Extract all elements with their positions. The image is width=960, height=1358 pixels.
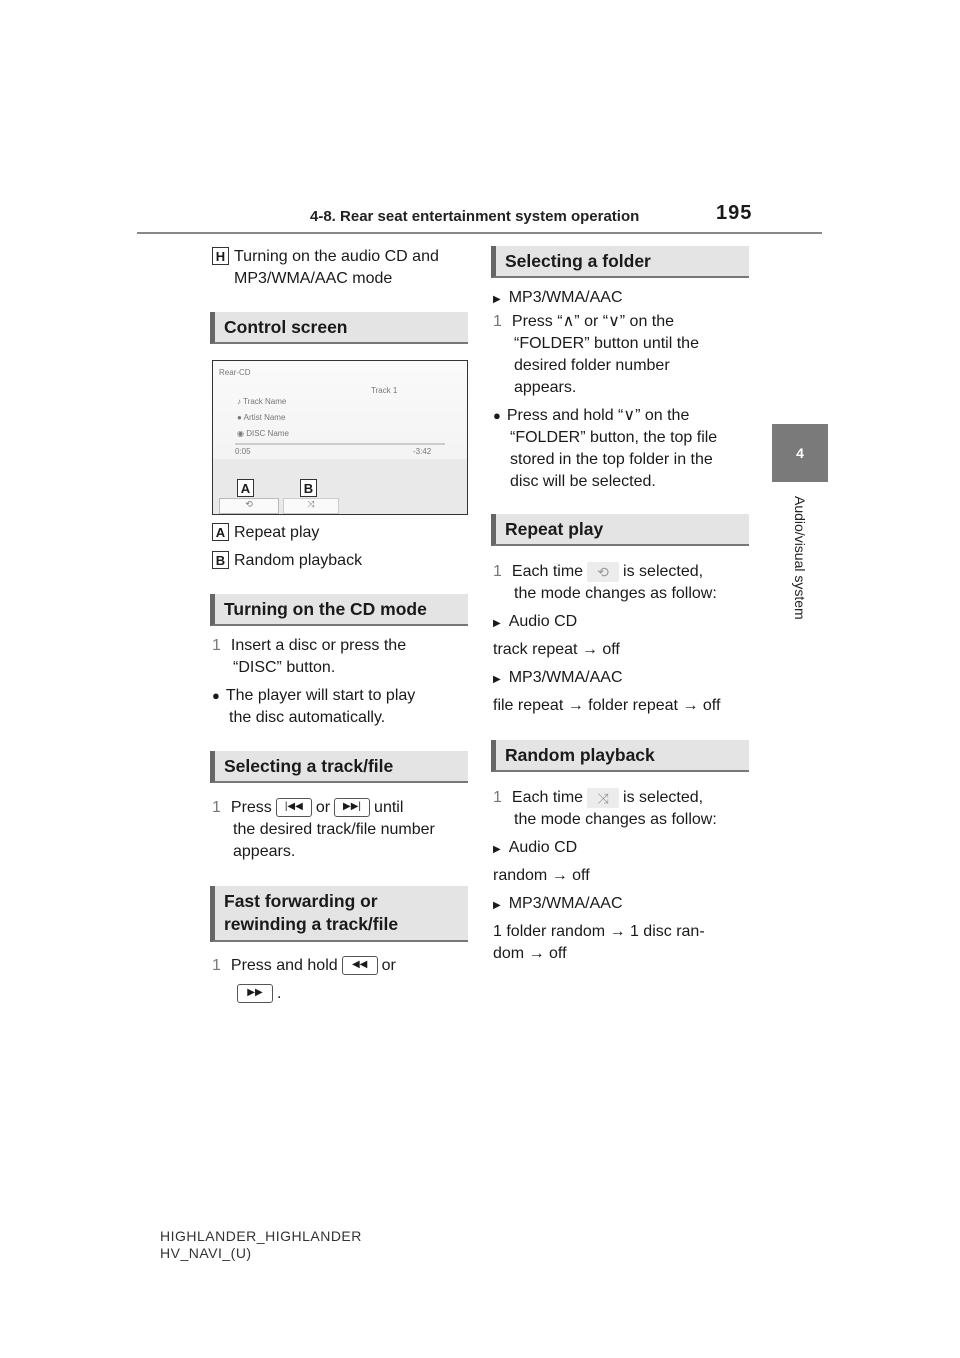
callout-b-legend: B <box>212 551 229 569</box>
section-heading-track-file: Selecting a track/file <box>210 751 468 783</box>
shuffle-icon[interactable]: ⤨ <box>283 498 339 514</box>
triangle-bullet-icon: ▶ <box>493 844 501 855</box>
previous-track-button[interactable]: |◀◀ <box>276 798 312 817</box>
section-heading-control-screen: Control screen <box>210 312 468 344</box>
bullet-icon: ● <box>212 688 220 703</box>
header-divider <box>137 232 822 234</box>
bullet-icon: ● <box>493 408 501 423</box>
footer-model: HIGHLANDER_HIGHLANDER HV_NAVI_(U) <box>160 1228 362 1261</box>
rewind-button[interactable]: ◀◀ <box>342 956 378 975</box>
track-file-step: 1 Press |◀◀ or ▶▶| until the desired track/file number appears. <box>212 799 435 860</box>
folder-sub: ▶ MP3/WMA/AAC <box>493 289 623 306</box>
screen-track: Track 1 <box>371 386 398 395</box>
repeat-icon[interactable]: ⟲ <box>587 562 619 582</box>
screen-artist-name: ● Artist Name <box>237 413 286 422</box>
random-sub2: ▶ MP3/WMA/AAC <box>493 895 623 912</box>
random-step: 1 Each time ⤨ is selected, the mode changes as follow: <box>493 789 717 828</box>
random-seq2: 1 folder random → 1 disc ran- dom → off <box>493 923 705 962</box>
repeat-seq1: track repeat → off <box>493 641 620 658</box>
triangle-bullet-icon: ▶ <box>493 674 501 685</box>
folder-bullet: ● Press and hold “∨” on the “FOLDER” button, the top file stored in the top folder in the disc will be selected. <box>493 407 718 490</box>
triangle-bullet-icon: ▶ <box>493 900 501 911</box>
person-icon: ● <box>237 413 242 422</box>
item-h-text: Turning on the audio CD and MP3/WMA/AAC mode <box>234 248 439 287</box>
music-note-icon: ♪ <box>237 397 241 406</box>
cd-mode-step: 1 Insert a disc or press the “DISC” button. <box>212 637 407 676</box>
repeat-sub2: ▶ MP3/WMA/AAC <box>493 669 623 686</box>
legend-a-text: Repeat play <box>234 524 320 541</box>
repeat-sub1: ▶ Audio CD <box>493 613 578 630</box>
chapter-title: 4-8. Rear seat entertainment system operation <box>310 208 640 225</box>
progress-bar <box>235 443 445 445</box>
callout-a-legend: A <box>212 523 229 541</box>
control-screen-image <box>212 360 468 515</box>
screen-title: Rear-CD <box>219 368 251 377</box>
section-heading-cd-mode: Turning on the CD mode <box>210 594 468 626</box>
triangle-bullet-icon: ▶ <box>493 618 501 629</box>
repeat-icon[interactable]: ⟲ <box>219 498 279 514</box>
screen-time-remaining: -3:42 <box>413 447 432 456</box>
section-heading-random: Random playback <box>491 740 749 772</box>
screen-disc-name: ◉ DISC Name <box>237 429 289 438</box>
disc-icon: ◉ <box>237 429 244 438</box>
section-heading-folder: Selecting a folder <box>491 246 749 278</box>
next-track-button[interactable]: ▶▶| <box>334 798 370 817</box>
screen-time-elapsed: 0:05 <box>235 447 251 456</box>
callout-b-label: B <box>300 479 317 497</box>
random-sub1: ▶ Audio CD <box>493 839 578 856</box>
shuffle-icon[interactable]: ⤨ <box>587 788 619 808</box>
section-heading-repeat: Repeat play <box>491 514 749 546</box>
callout-a-label: A <box>237 479 254 497</box>
fast-forward-step: 1 Press and hold ◀◀ or ▶▶ . <box>212 957 396 1002</box>
repeat-step: 1 Each time ⟲ is selected, the mode changes as follow: <box>493 563 717 602</box>
screen-track-name: ♪ Track Name <box>237 397 287 406</box>
section-heading-fast-forward: Fast forwarding or rewinding a track/file <box>210 886 468 942</box>
chapter-side-label: Audio/visual system <box>792 496 808 620</box>
triangle-bullet-icon: ▶ <box>493 294 501 305</box>
fast-forward-button[interactable]: ▶▶ <box>237 984 273 1003</box>
folder-step: 1 Press “∧” or “∨” on the “FOLDER” button until the desired folder number appears. <box>493 313 699 396</box>
page-number: 195 <box>716 202 753 224</box>
repeat-seq2: file repeat → folder repeat → off <box>493 697 721 714</box>
random-seq1: random → off <box>493 867 590 884</box>
callout-h-label: H <box>212 247 229 265</box>
legend-b-text: Random playback <box>234 552 363 569</box>
cd-mode-bullet: ● The player will start to play the disc automatically. <box>212 687 416 726</box>
chapter-tab: 4 <box>772 424 828 482</box>
